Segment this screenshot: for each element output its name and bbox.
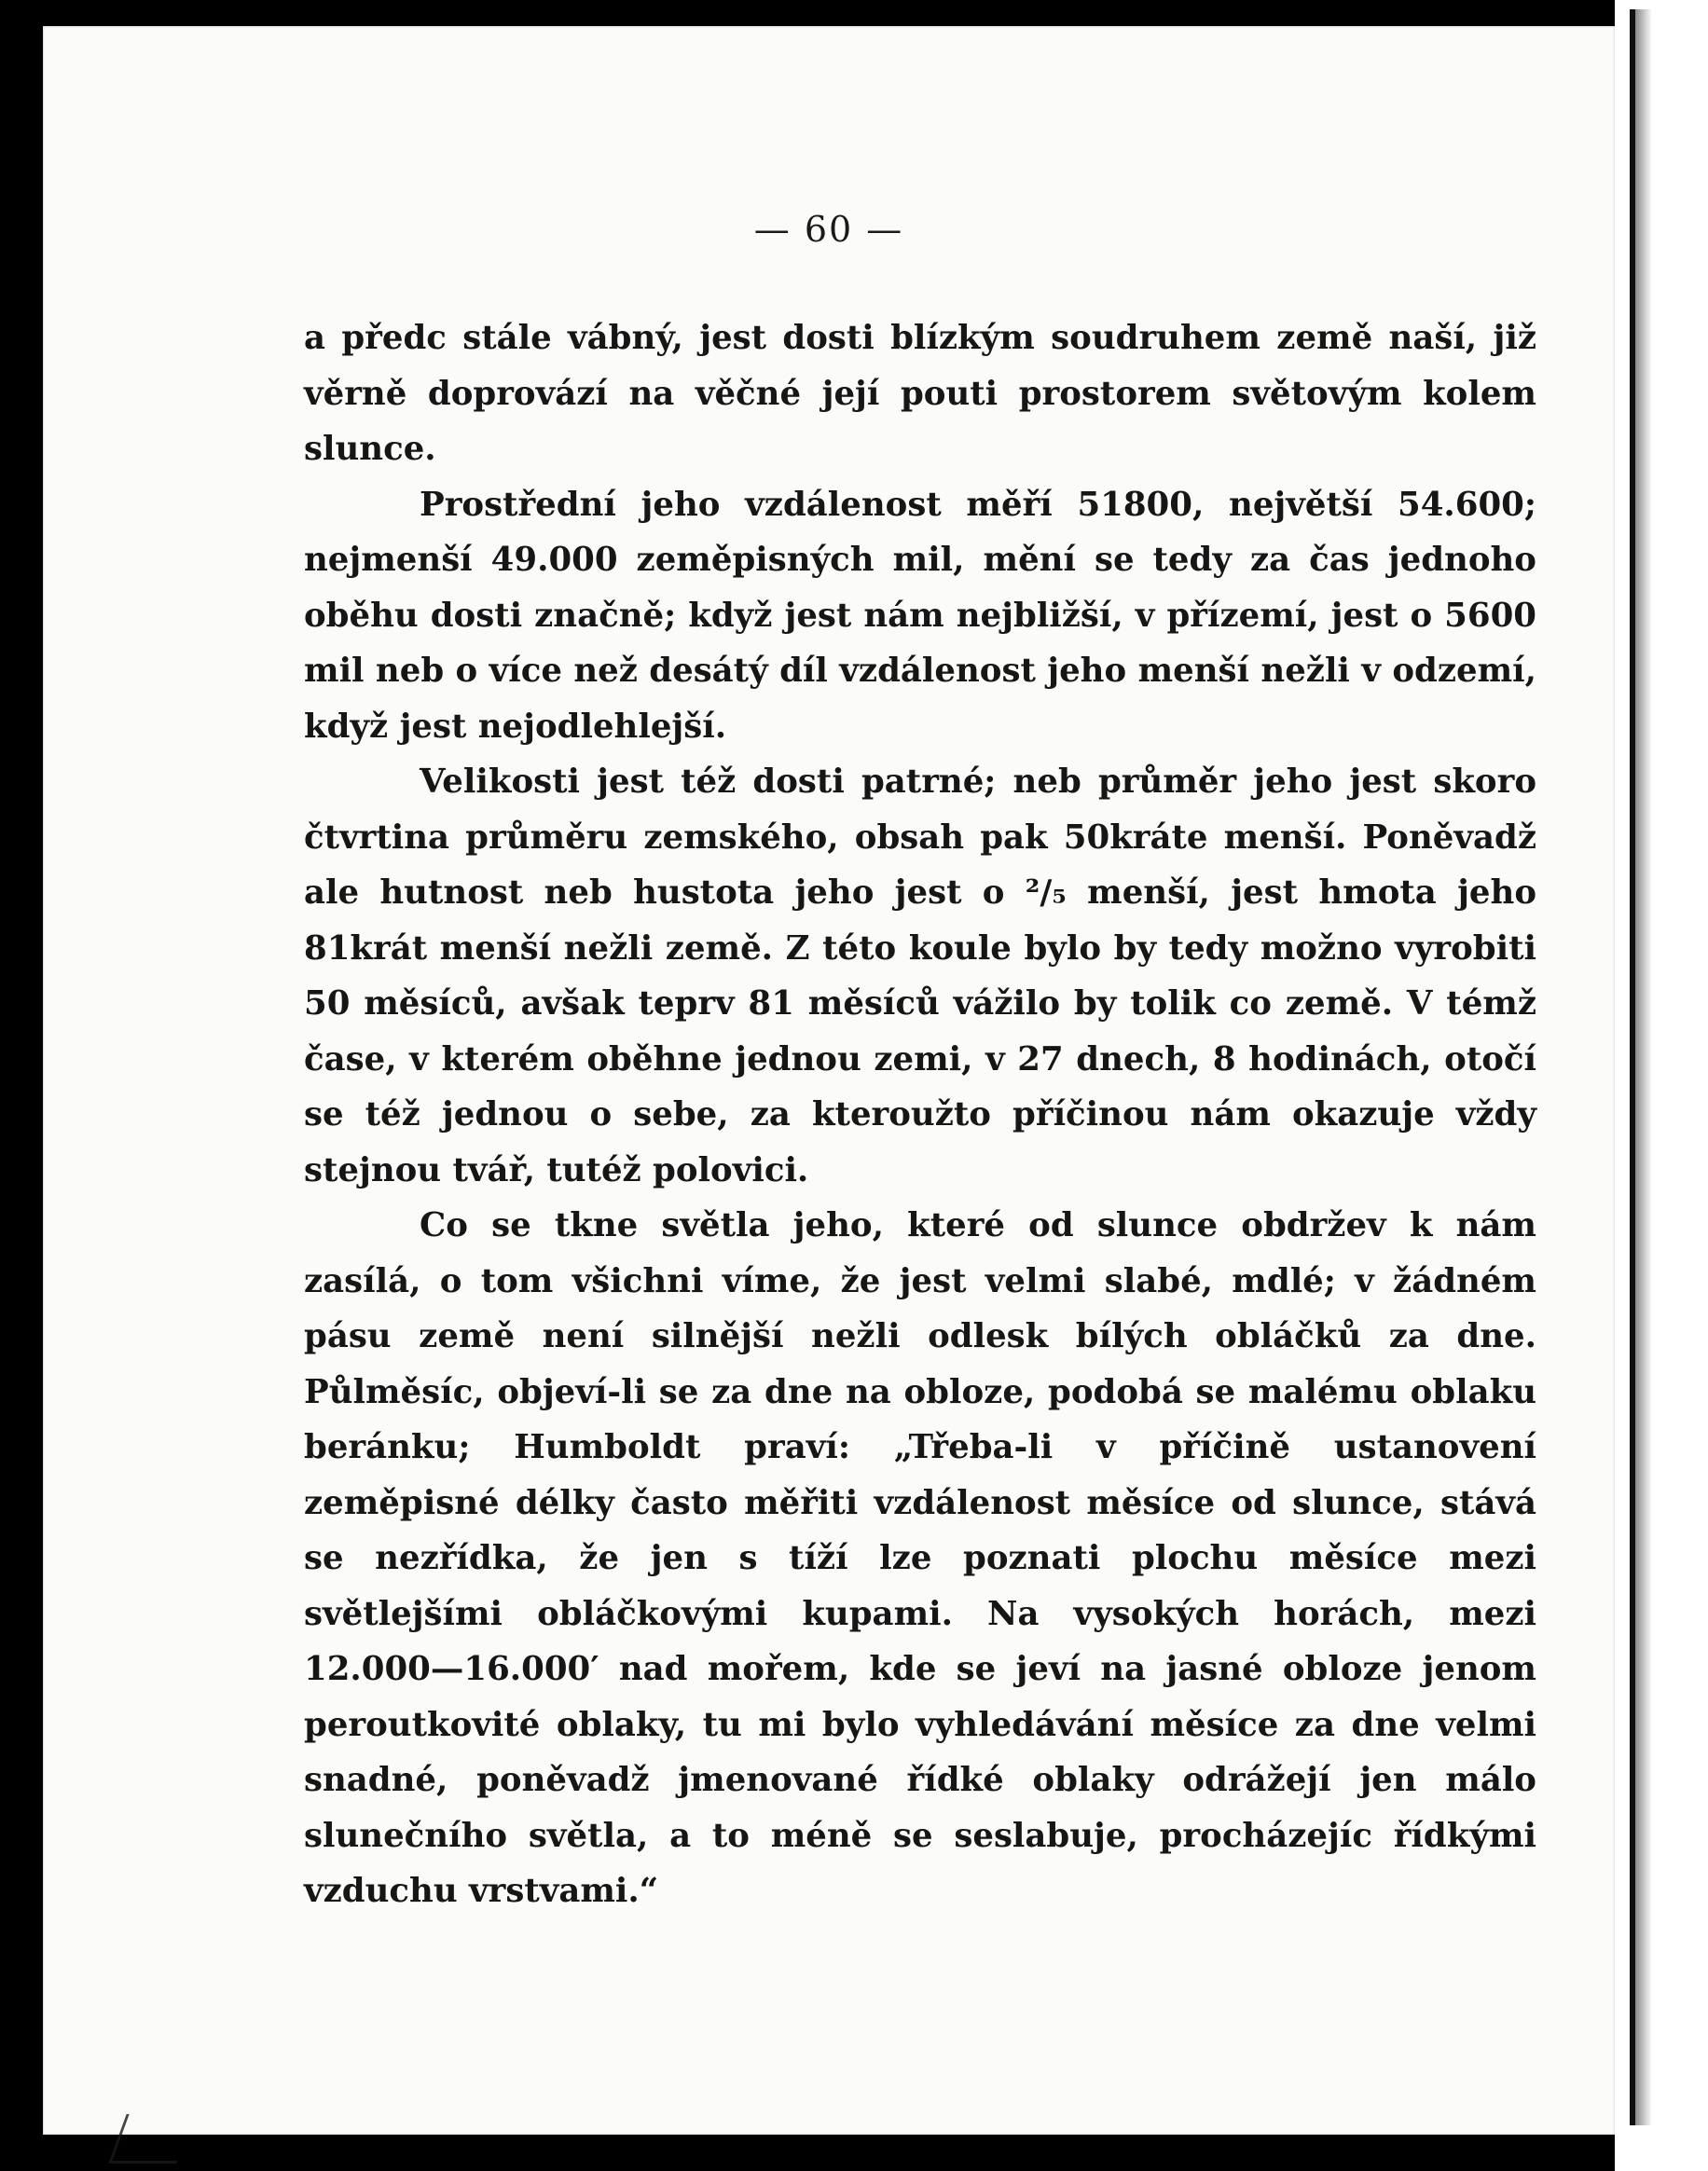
paragraph-3: Velikosti jest též dosti patrné; neb průměr jeho jest skoro čtvrtina průměru zemského, obsah pak 50kráte menší. Poněvadž ale hutnost neb hustota jeho jest o ²/₅ menší, jest hmota jeho 81krát menší nežli země. Z této koule bylo by tedy možno vyrobiti 50 měsíců, avšak teprv 81 měsíců vážilo by tolik co země. V témž čase, v kterém oběhne jednou zemi, v 27 dnech, 8 hodinách, otočí se též jednou o sebe, za kteroužto příčinou nám okazuje vždy stejnou tvář, tutéž polovici. (304, 763, 1536, 1189)
paragraph-2: Prostřední jeho vzdálenost měří 51800, největší 54.600; nejmenší 49.000 zeměpisných mil, mění se tedy za čas jednoho oběhu dosti značně; když jest nám nejbližší, v přízemí, jest o 5600 mil neb o více než desátý díl vzdálenost jeho menší nežli v odzemí, když jest nejodlehlejší. (304, 485, 1536, 746)
scan-right-margin (1615, 0, 1708, 2171)
body-text (304, 310, 1536, 1919)
book-page (43, 26, 1615, 2135)
paragraph-1: a předc stále vábný, jest dosti blízkým soudruhem země naší, již věrně doprovází na věčné její pouti prostorem světovým kolem slunce. (304, 319, 1536, 468)
page-number: — 60 — (753, 209, 904, 250)
paragraph-4: Co se tkne světla jeho, které od slunce obdržev k nám zasílá, o tom všichni víme, že jest velmi slabé, mdlé; v žádném pásu země není silnější nežli odlesk bílých obláčků za dne. Půlměsíc, objeví-li se za dne na obloze, podobá se malému oblaku beránku; Humboldt praví: „Třeba-li v příčině ustanovení zeměpisné délky často měřiti vzdálenost měsíce od slunce, stává se nezřídka, že jen s tíží lze poznati plochu měsíce mezi světlejšími obláčkovými kupami. Na vysokých horách, mezi 12.000—16.000′ nad mořem, kde se jeví na jasné obloze jenom peroutkovité oblaky, tu mi bylo vyhledávání měsíce za dne velmi snadné, poněvadž jmenované řídké oblaky odrážejí jen málo slunečního světla, a to méně se seslabuje, procházejíc řídkými vzduchu vrstvami.“ (304, 1206, 1536, 1910)
scan-edge-shadow (1635, 9, 1652, 2125)
page-corner-mark (108, 2114, 194, 2164)
